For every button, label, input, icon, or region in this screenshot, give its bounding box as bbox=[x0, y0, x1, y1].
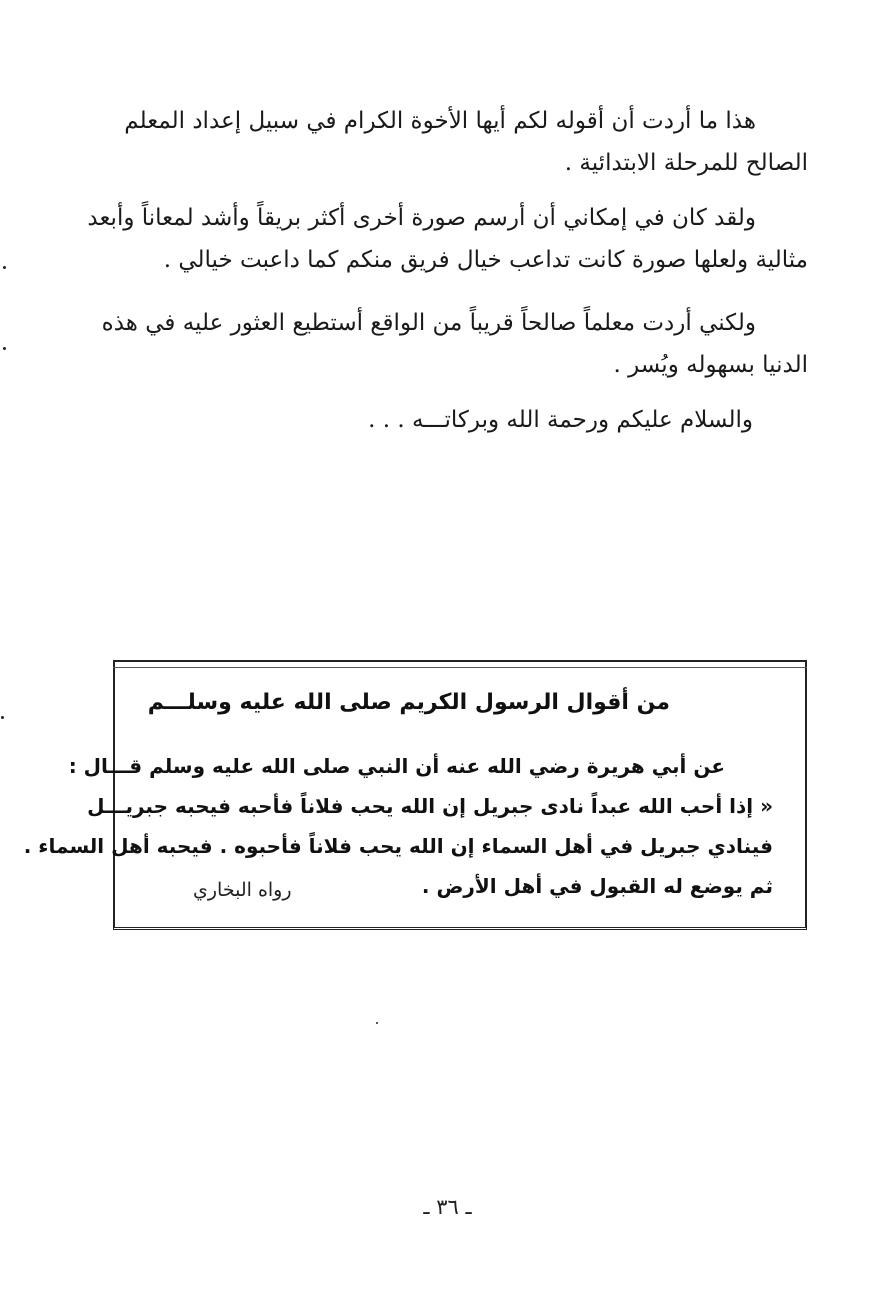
scan-speck bbox=[3, 266, 6, 269]
hadith-line: « إذا أحب الله عبداً نادى جبريل إن الله يحب فلاناً فأحبه فيحبه جبريـــل bbox=[87, 794, 773, 818]
paragraph-line: ولقد كان في إمكاني أن أرسم صورة أخرى أكثر بريقاً وأشد لمعاناً وأبعد bbox=[87, 205, 756, 231]
hadith-line: ثم يوضع له القبول في أهل الأرض . bbox=[421, 874, 773, 898]
paragraph-line: الدنيا بسهوله ويُسر . bbox=[613, 352, 808, 378]
scan-speck bbox=[376, 1022, 378, 1024]
hadith-line: فينادي جبريل في أهل السماء إن الله يحب فلاناً فأحبوه . فيحبه أهل السماء . bbox=[23, 834, 773, 858]
paragraph-3 bbox=[101, 302, 808, 386]
hadith-box bbox=[23, 660, 807, 930]
hadith-line: عن أبي هريرة رضي الله عنه أن النبي صلى الله عليه وسلم قـــال : bbox=[68, 754, 725, 778]
hadith-title: من أقوال الرسول الكريم صلى الله عليه وسلـــم bbox=[147, 690, 670, 715]
closing-greeting: والسلام عليكم ورحمة الله وبركاتـــه . . . bbox=[368, 407, 753, 433]
hadith-source: رواه البخاري bbox=[193, 879, 292, 901]
paragraph-line: الصالح للمرحلة الابتدائية . bbox=[564, 150, 808, 176]
page-number: ـ ٣٦ ـ bbox=[423, 1195, 472, 1219]
paragraph-2 bbox=[87, 197, 808, 281]
paragraph-line: هذا ما أردت أن أقوله لكم أيها الأخوة الكرام في سبيل إعداد المعلم bbox=[124, 108, 756, 134]
paragraph-1 bbox=[108, 100, 808, 184]
paragraph-line: مثالية ولعلها صورة كانت تداعب خيال فريق منكم كما داعبت خيالي . bbox=[163, 247, 808, 273]
scan-speck bbox=[1, 716, 4, 719]
scan-speck bbox=[3, 347, 6, 350]
paragraph-line: ولكني أردت معلماً صالحاً قريباً من الواقع أستطيع العثور عليه في هذه bbox=[101, 310, 756, 336]
